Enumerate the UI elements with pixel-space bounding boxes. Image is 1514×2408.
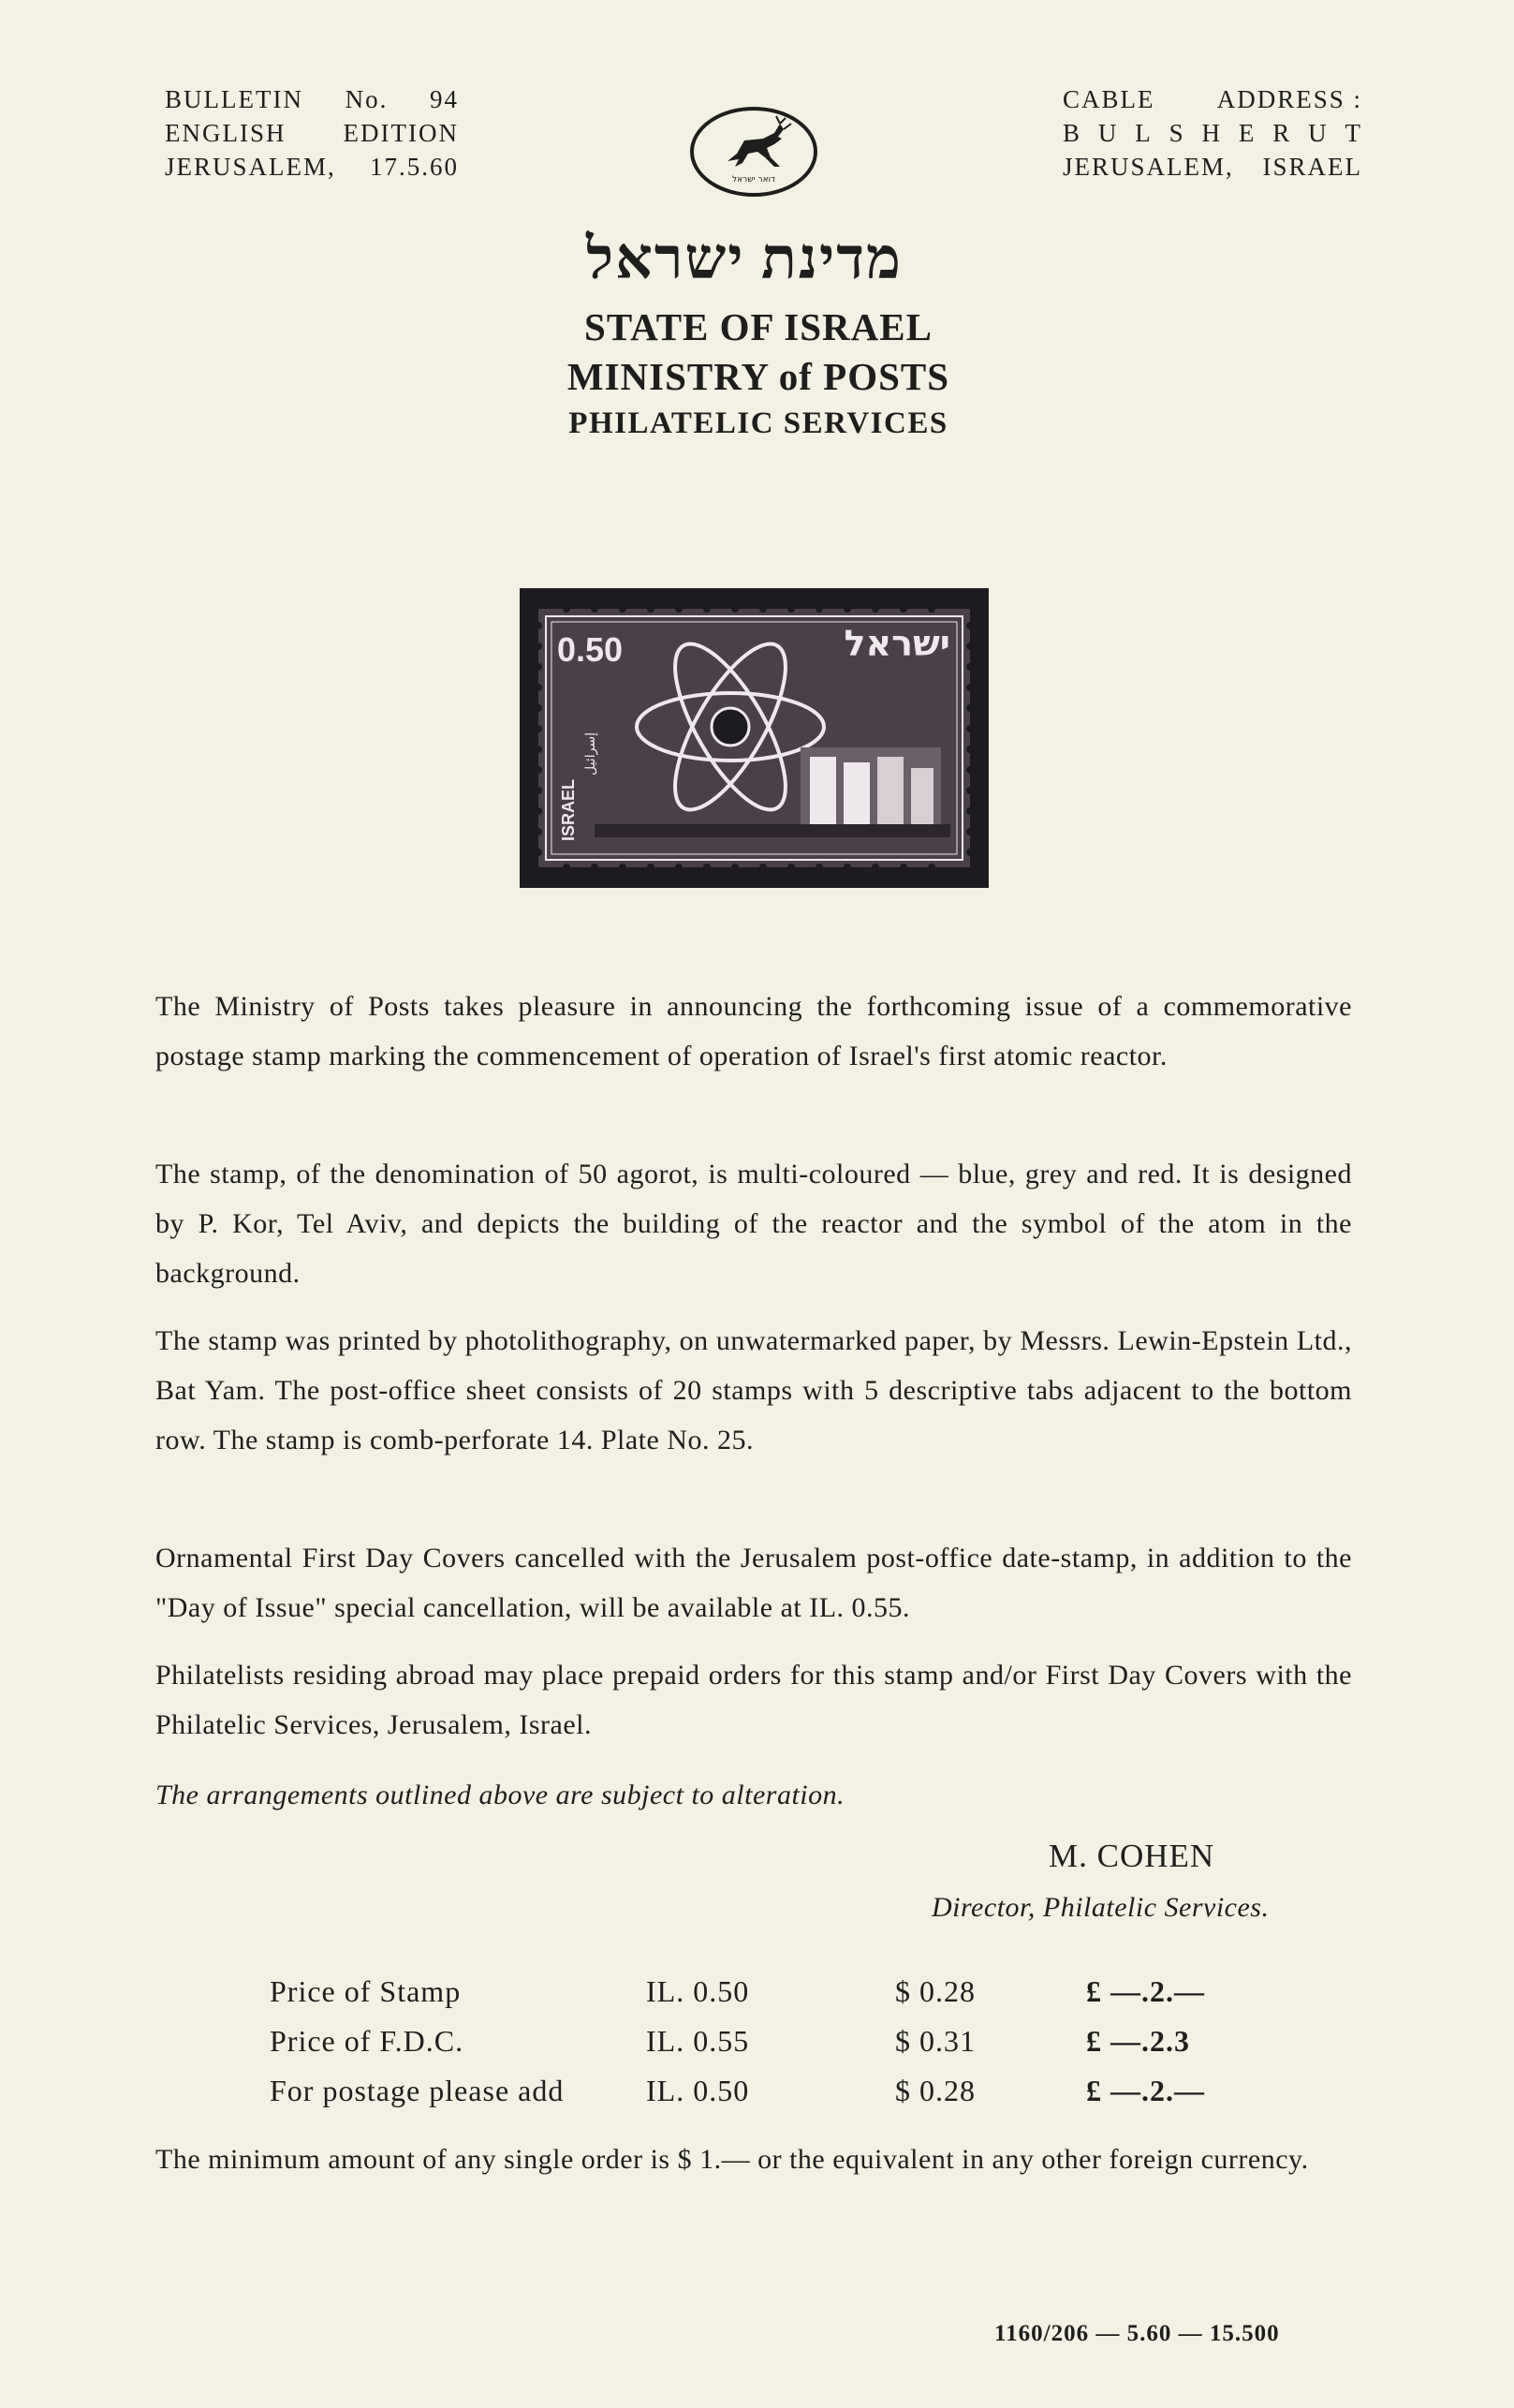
cable-address-label: CABLE ADDRESS : [1063,85,1362,113]
signature-title: Director, Philatelic Services. [932,1892,1270,1923]
paragraph-description: The stamp, of the denomination of 50 agorot, is multi-coloured — blue, grey and red. It is designed by P. Kor, Tel Aviv, and depicts the building of the reactor and the symbol of the atom in the background. [155,1159,1352,1289]
place-date: JERUSALEM, 17.5.60 [165,153,459,181]
atomic-reactor-stamp [520,588,989,888]
stamp-side-arabic: إسرائيل [583,732,598,776]
ministry-title: MINISTRY of POSTS [566,355,950,398]
print-reference: 1160/206 — 5.60 — 15.500 [994,2321,1280,2346]
signature-name: M. COHEN [1049,1838,1215,1874]
paragraph-first-day-covers: Ornamental First Day Covers cancelled with the Jerusalem post-office date-stamp, in addition to the "Day of Issue" special cancellation, will be available at IL. 0.55. [155,1543,1352,1623]
stamp-denomination: 0.50 [557,630,624,669]
emblem-text: דואר ישראל [732,175,775,185]
bulletin-info [165,82,459,184]
deer-emblem-icon-svg [688,105,819,199]
paragraph-orders: Philatelists residing abroad may place prepaid orders for this stamp and/or First Day Covers with the Philatelic Services, Jerusalem, Israel. [155,1660,1352,1740]
services-title: PHILATELIC SERVICES [568,406,948,440]
cable-city: JERUSALEM, ISRAEL [1063,153,1362,181]
minimum-order-note: The minimum amount of any single order is $ 1.— or the equivalent in any other foreign currency. [155,2144,1309,2175]
stamp-side-text: ISRAEL [559,778,578,841]
stamp-image [520,588,989,888]
stamp-hebrew: ישראל [844,623,950,664]
paragraph-printing: The stamp was printed by photolithography, on unwatermarked paper, by Messrs. Lewin-Epstein Ltd., Bat Yam. The post-office sheet consists of 20 stamps with 5 descriptive tabs adjacent to the bottom row. The stamp is comb-perforate 14. Plate No. 25. [155,1325,1352,1455]
paragraph-announcement: The Ministry of Posts takes pleasure in announcing the forthcoming issue of a commemorative postage stamp marking the commencement of operation of Israel's first atomic reactor. [155,991,1352,1071]
edition: ENGLISH EDITION [165,119,459,147]
paragraph-alteration-note: The arrangements outlined above are subject to alteration. [155,1780,845,1810]
deer-emblem-icon [688,105,819,199]
cable-address [1063,82,1362,184]
state-title: STATE OF ISRAEL [584,305,933,348]
cable-address-value: B U L S H E R U T [1063,119,1362,147]
bulletin-number: BULLETIN No. 94 [165,85,459,113]
hebrew-title: מדינת ישראל [586,228,903,291]
